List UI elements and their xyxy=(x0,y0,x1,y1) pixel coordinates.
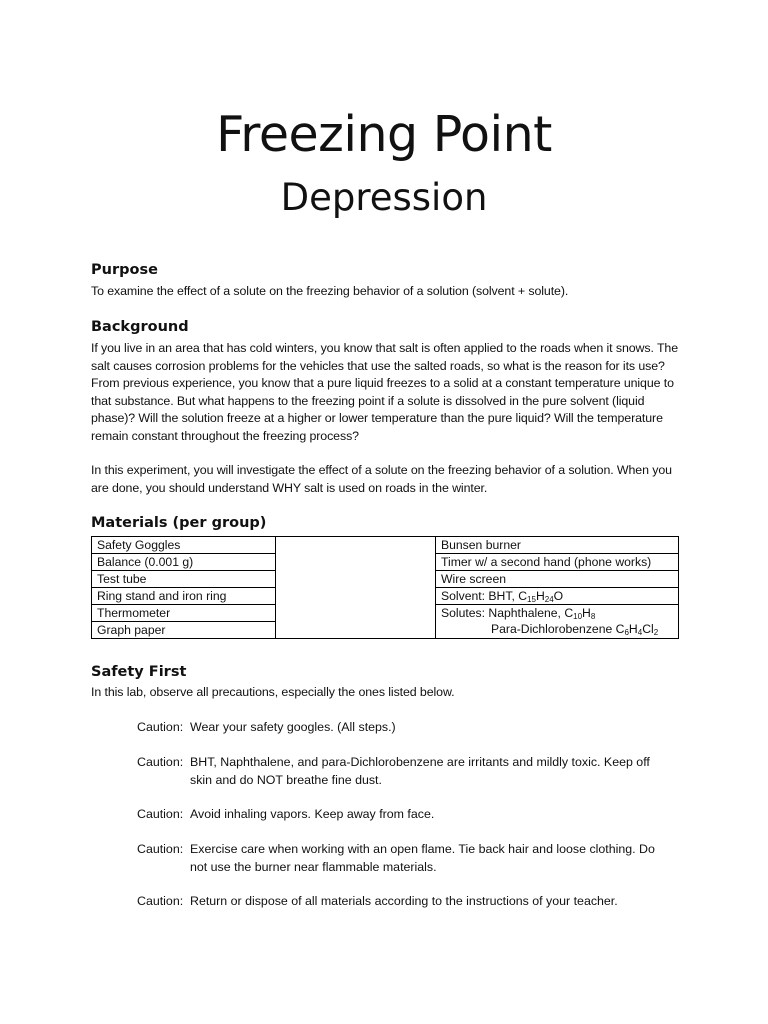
caution-label: Caution: xyxy=(137,807,184,821)
caution-text: BHT, Naphthalene, and para-Dichlorobenzene are irritants and mildly toxic. Keep off skin and do NOT breathe fine dust. xyxy=(190,755,650,787)
background-heading: Background xyxy=(91,319,189,335)
caution-item xyxy=(137,719,697,737)
page-subtitle: Depression xyxy=(280,176,488,219)
pdcb-formula: $C_6H_4Cl_2$ xyxy=(615,622,659,637)
caution-label: Caution: xyxy=(137,755,184,769)
material-cell: Ring stand and iron ring xyxy=(92,588,276,605)
caution-item xyxy=(137,893,697,911)
safety-heading: Safety First xyxy=(91,664,187,680)
background-paragraph-2: In this experiment, you will investigate the effect of a solute on the freezing behavior of a solution. When you are done, you should understand WHY salt is used on roads in the winter. xyxy=(91,463,672,495)
empty-column xyxy=(276,537,436,639)
caution-item xyxy=(137,841,697,876)
purpose-text: To examine the effect of a solute on the freezing behavior of a solution (solvent + solute). xyxy=(91,284,569,298)
material-cell: Bunsen burner xyxy=(436,537,679,554)
materials-heading: Materials (per group) xyxy=(91,515,267,531)
caution-label: Caution: xyxy=(137,894,184,908)
solutes-cell xyxy=(436,605,679,639)
solutes-label: Solutes: Naphthalene, xyxy=(441,606,565,620)
caution-text: Exercise care when working with an open flame. Tie back hair and loose clothing. Do not use the burner near flammable materials. xyxy=(190,842,655,874)
page-title: Freezing Point xyxy=(216,106,552,163)
material-cell: Thermometer xyxy=(92,605,276,622)
bht-formula: $C_{15}H_{24}O$ xyxy=(518,589,564,604)
material-cell: Safety Goggles xyxy=(92,537,276,554)
caution-label: Caution: xyxy=(137,720,184,734)
caution-item xyxy=(137,806,697,824)
solvent-cell xyxy=(436,588,679,605)
caution-label: Caution: xyxy=(137,842,184,856)
caution-text: Avoid inhaling vapors. Keep away from face. xyxy=(190,807,435,821)
caution-text: Wear your safety googles. (All steps.) xyxy=(190,720,396,734)
purpose-heading: Purpose xyxy=(91,262,158,278)
background-paragraph-1: If you live in an area that has cold winters, you know that salt is often applied to the roads when it snows. The salt causes corrosion problems for the vehicles that use the salted roads, so what is the reason for its use? From previous experience, you know that a pure liquid freezes to a solid at a constant temperature unique to that substance. But what happens to the freezing point if a solute is dissolved in the pure solvent (liquid phase)? Will the solution freeze at a higher or lower temperature than the pure liquid? Will the temperature remain constant throughout the freezing process? xyxy=(91,341,679,443)
caution-text: Return or dispose of all materials according to the instructions of your teacher. xyxy=(190,894,618,908)
solvent-label: Solvent: BHT, xyxy=(441,589,519,603)
material-cell: Test tube xyxy=(92,571,276,588)
materials-table xyxy=(91,536,679,639)
material-cell: Graph paper xyxy=(92,622,276,639)
table-row xyxy=(92,537,679,554)
naphthalene-formula: $C_{10}H_8$ xyxy=(564,606,596,621)
material-cell: Balance (0.001 g) xyxy=(92,554,276,571)
material-cell: Timer w/ a second hand (phone works) xyxy=(436,554,679,571)
material-cell: Wire screen xyxy=(436,571,679,588)
safety-intro: In this lab, observe all precautions, especially the ones listed below. xyxy=(91,685,455,699)
pdcb-label: Para-Dichlorobenzene xyxy=(491,622,616,636)
caution-item xyxy=(137,754,697,789)
